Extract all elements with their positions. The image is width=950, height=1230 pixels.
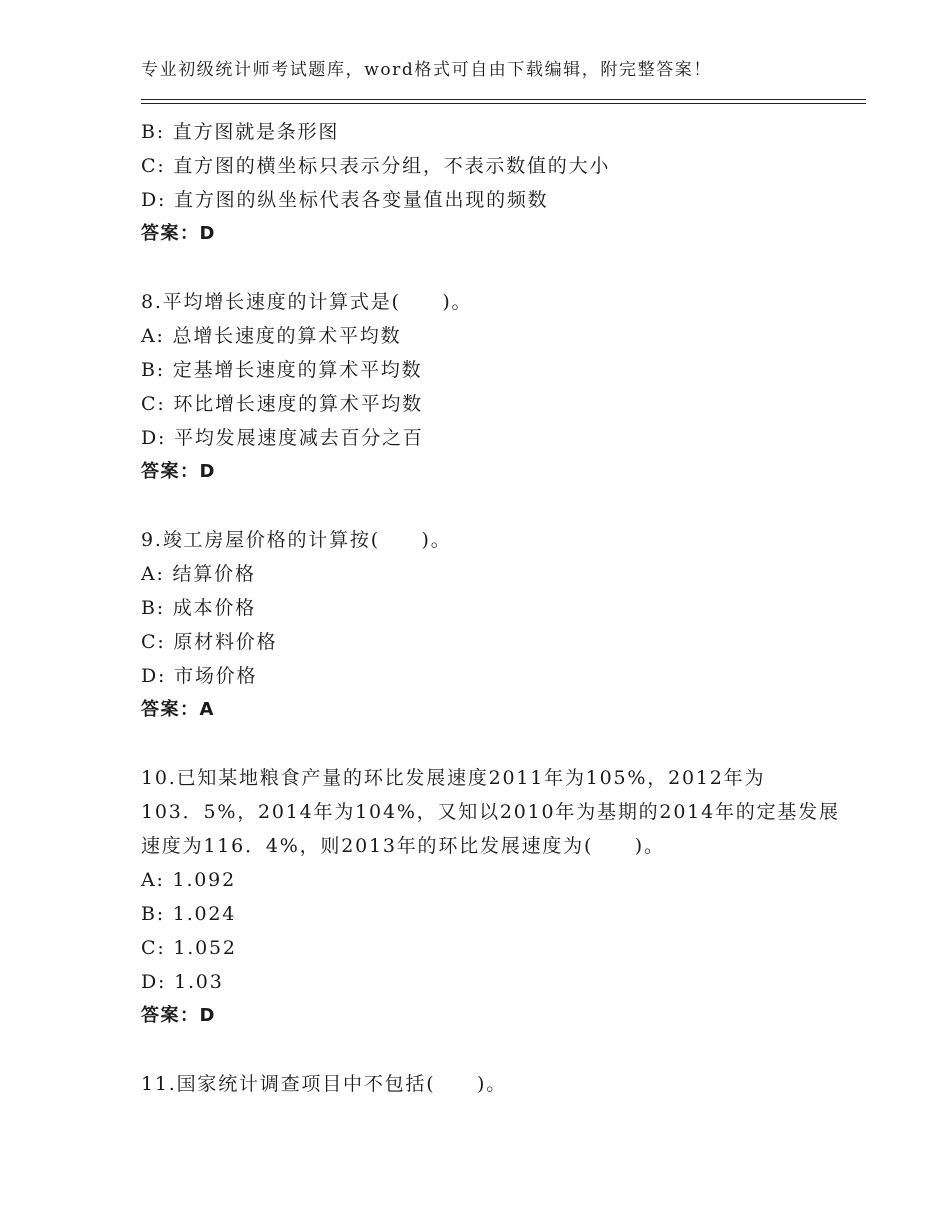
- question-7-continued: [141, 115, 851, 251]
- question-10: [141, 761, 851, 1033]
- header-rule-top: [141, 99, 866, 100]
- option-d: D: 1.03: [141, 971, 224, 993]
- option-d: D: 直方图的纵坐标代表各变量值出现的频数: [141, 189, 549, 211]
- answer-label: 答案：D: [141, 461, 216, 482]
- option-b: B: 1.024: [141, 903, 237, 925]
- option-a: A: 结算价格: [141, 563, 256, 585]
- option-b: B: 直方图就是条形图: [141, 121, 340, 143]
- option-d: D: 平均发展速度减去百分之百: [141, 427, 424, 449]
- option-b: B: 成本价格: [141, 597, 257, 619]
- question-list: [141, 115, 851, 1101]
- question-9: [141, 523, 851, 727]
- option-c: C: 环比增长速度的算术平均数: [141, 393, 423, 415]
- question-stem: 9.竣工房屋价格的计算按( )。: [141, 529, 452, 551]
- option-a: A: 总增长速度的算术平均数: [141, 325, 402, 347]
- answer-label: 答案：A: [141, 699, 215, 720]
- question-8: [141, 285, 851, 489]
- option-c: C: 1.052: [141, 937, 237, 959]
- option-a: A: 1.092: [141, 869, 236, 891]
- question-stem: 8.平均增长速度的计算式是( )。: [141, 291, 473, 313]
- question-stem-line-1: 10.已知某地粮食产量的环比发展速度2011年为105%，2012年为: [141, 767, 766, 789]
- question-stem-line-3: 速度为116．4%，则2013年的环比发展速度为( )。: [141, 835, 665, 857]
- header-rule-bottom: [141, 103, 866, 104]
- question-stem: 11.国家统计调查项目中不包括( )。: [141, 1073, 508, 1095]
- question-11: [141, 1067, 851, 1101]
- option-c: C: 直方图的横坐标只表示分组，不表示数值的大小: [141, 155, 611, 177]
- option-d: D: 市场价格: [141, 665, 258, 687]
- question-stem-line-2: 103．5%，2014年为104%，又知以2010年为基期的2014年的定基发展: [141, 801, 840, 823]
- option-c: C: 原材料价格: [141, 631, 278, 653]
- answer-label: 答案：D: [141, 1005, 216, 1026]
- option-b: B: 定基增长速度的算术平均数: [141, 359, 423, 381]
- page-header: 专业初级统计师考试题库，word格式可自由下载编辑，附完整答案！: [141, 60, 712, 80]
- answer-label: 答案：D: [141, 223, 216, 244]
